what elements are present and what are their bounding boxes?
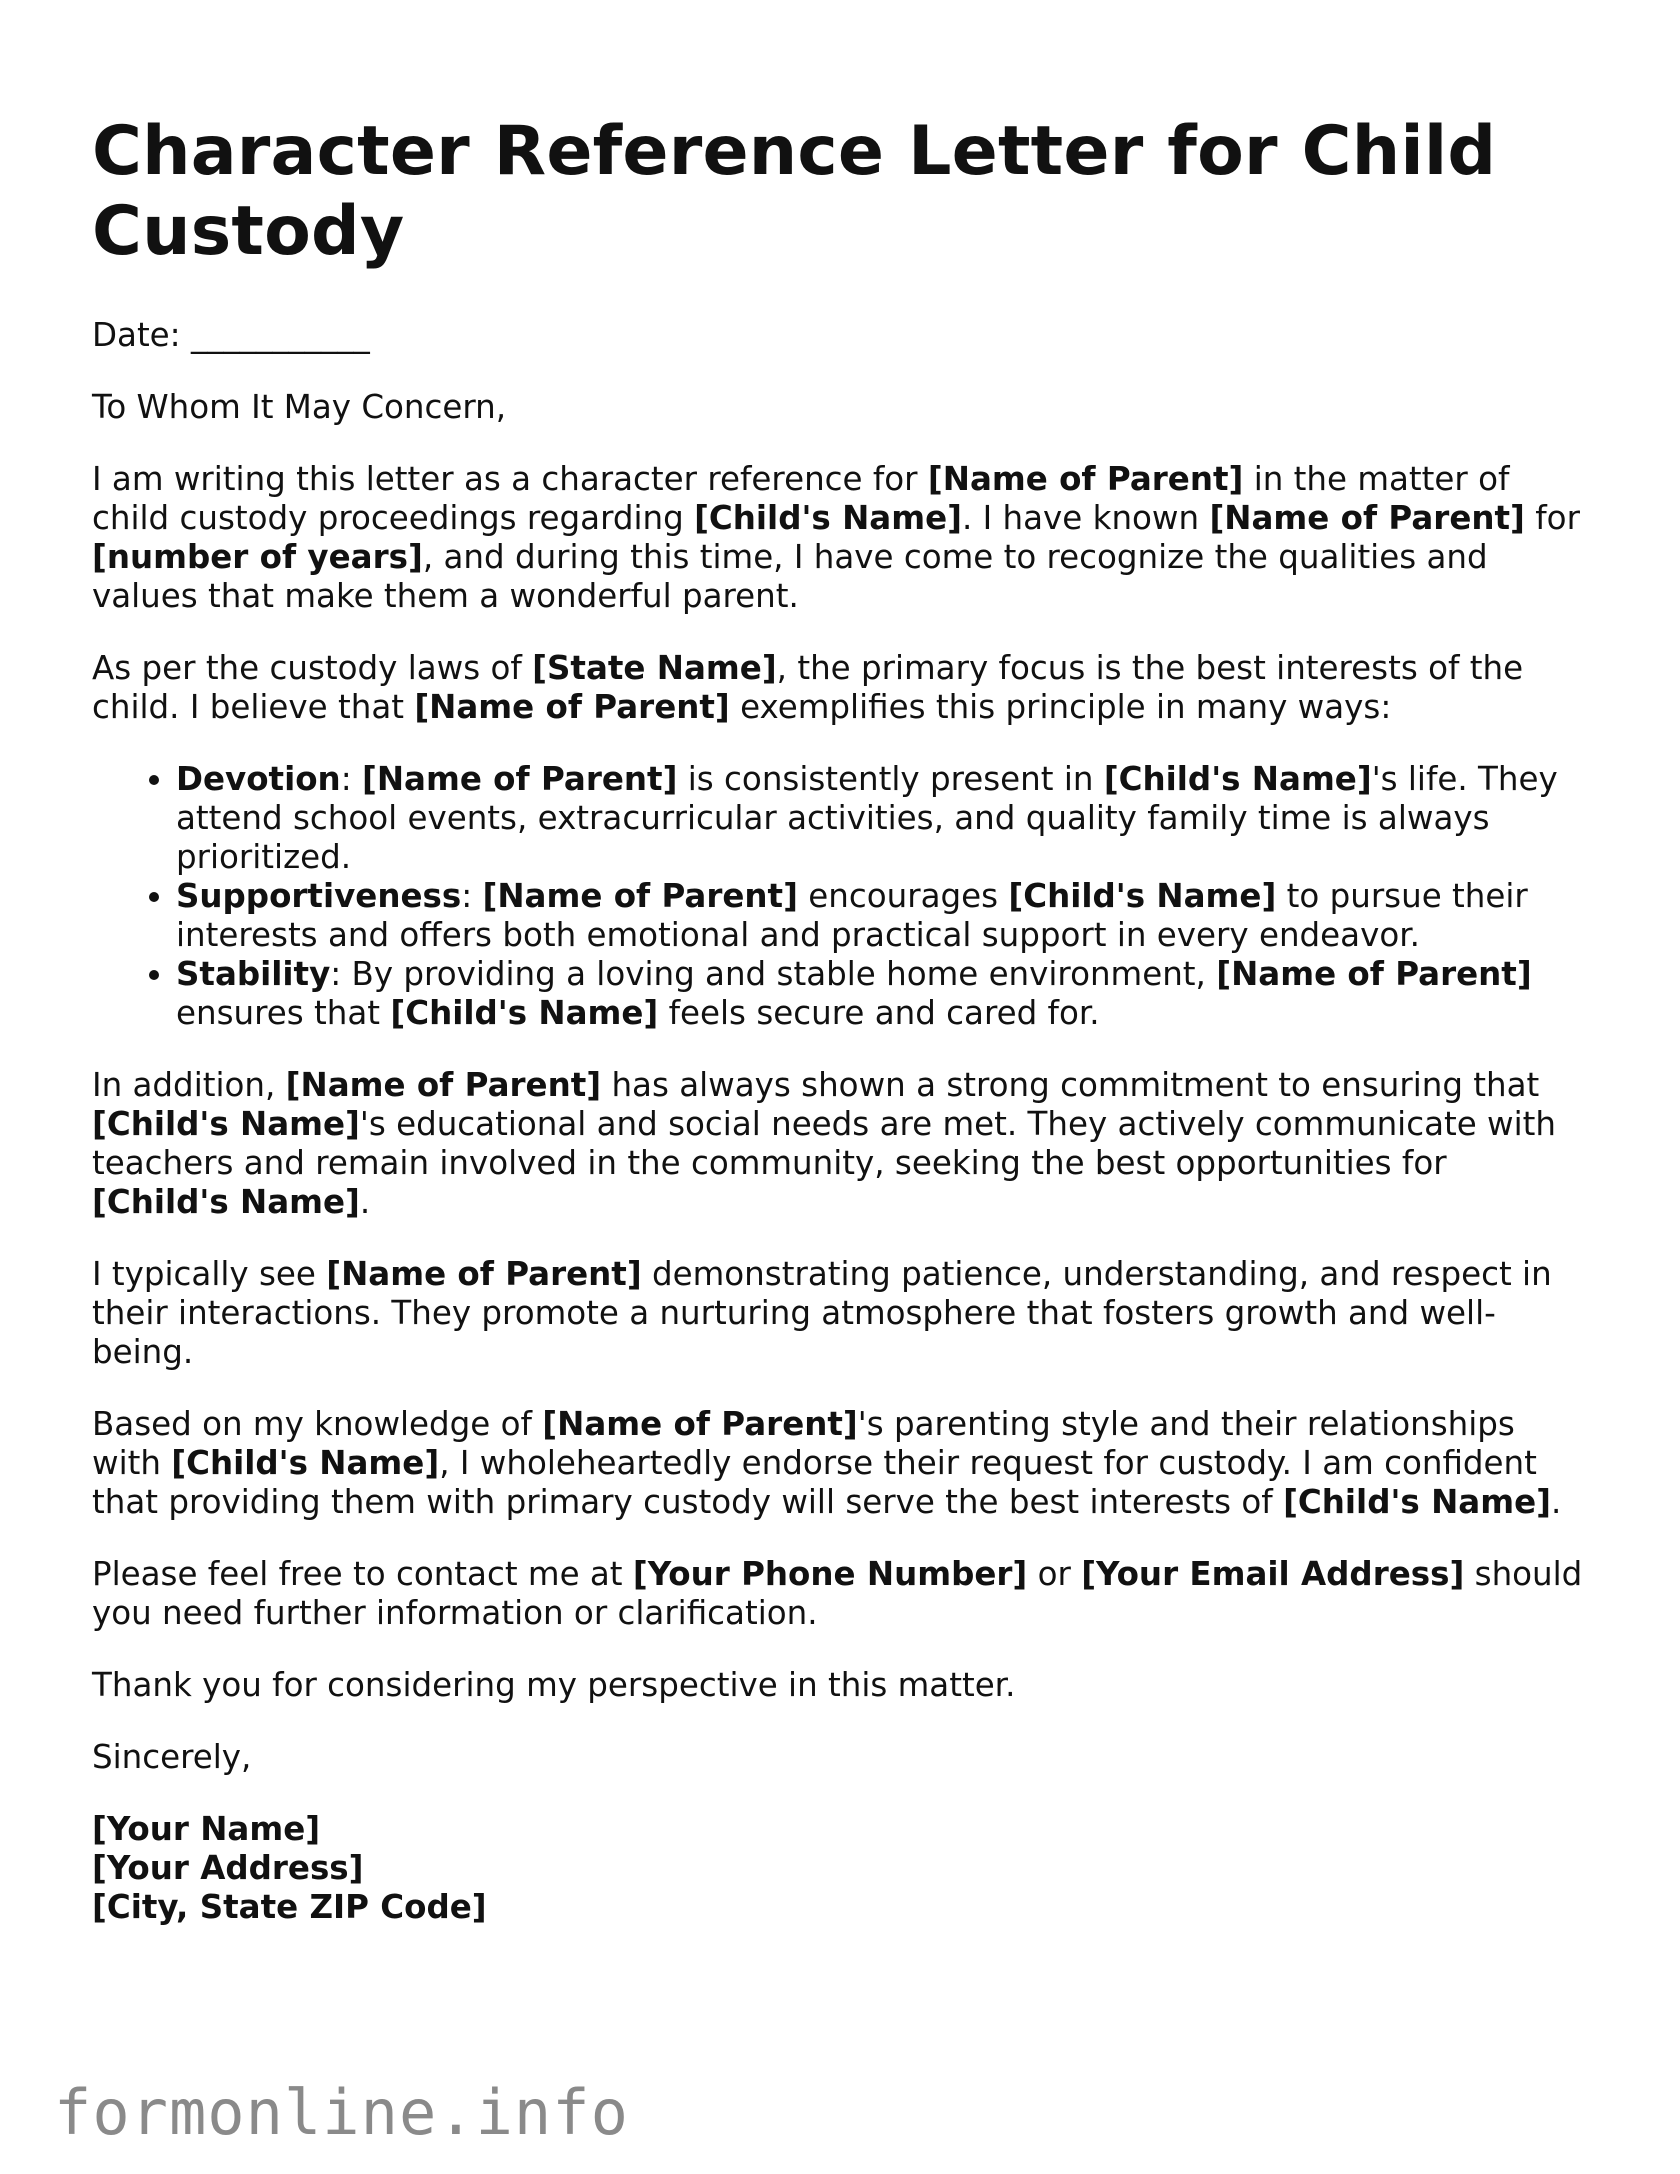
signature-name: [Your Name] — [92, 1810, 321, 1848]
paragraph-contact: Please feel free to contact me at [Your Phone Number] or [Your Email Address] should you need further information or clarification. — [92, 1555, 1583, 1632]
placeholder-phone-number: [Your Phone Number] — [632, 1555, 1028, 1593]
paragraph-commitment: In addition, [Name of Parent] has always shown a strong commitment to ensuring that [Child's Name]'s educational and social needs are met. They actively communicate with teachers and remain involved in the community, seeking the best opportunities for [Child's Name]. — [92, 1066, 1557, 1221]
watermark: formonline.info — [54, 2076, 629, 2149]
paragraph-endorsement: Based on my knowledge of [Name of Parent]'s parenting style and their relationships with [Child's Name], I wholeheartedly endorse their request for custody. I am confident that providing them with primary custody will serve the best interests of [Child's Name]. — [92, 1405, 1562, 1521]
placeholder-state-name: [State Name] — [532, 649, 777, 687]
paragraph-interactions: I typically see [Name of Parent] demonstrating patience, understanding, and respect in their interactions. They promote a nurturing atmosphere that fosters growth and well-being. — [92, 1255, 1552, 1371]
qualities-list — [92, 760, 1592, 1033]
list-item-supportiveness: • Supportiveness: [Name of Parent] encourages [Child's Name] to pursue their interests and offers both emotional and practical support in every endeavor. — [176, 877, 1592, 955]
placeholder-parent-name: [Name of Parent] — [1209, 499, 1525, 537]
salutation: To Whom It May Concern, — [92, 388, 507, 426]
placeholder-number-of-years: [number of years] — [92, 538, 423, 576]
paragraph-state-law: As per the custody laws of [State Name], the primary focus is the best interests of the child. I believe that [Name of Parent] exemplifies this principle in many ways: — [92, 649, 1524, 726]
placeholder-email-address: [Your Email Address] — [1081, 1555, 1465, 1593]
signature-block — [92, 1810, 1592, 1927]
signature-address: [Your Address] — [92, 1849, 364, 1887]
date-line: Date: ___________ — [92, 316, 370, 354]
placeholder-parent-name: [Name of Parent] — [927, 460, 1244, 498]
closing-thanks: Thank you for considering my perspective in this matter. — [92, 1666, 1016, 1704]
list-item-devotion: • Devotion: [Name of Parent] is consistently present in [Child's Name]'s life. They attend school events, extracurricular activities, and quality family time is always prioritized. — [176, 760, 1592, 877]
placeholder-parent-name: [Name of Parent] — [414, 688, 730, 726]
page-title: Character Reference Letter for Child Custody — [92, 112, 1497, 271]
sign-off: Sincerely, — [92, 1738, 252, 1776]
placeholder-child-name: [Child's Name] — [694, 499, 962, 537]
paragraph-intro: I am writing this letter as a character reference for [Name of Parent] in the matter of child custody proceedings regarding [Child's Name]. I have known [Name of Parent] for [number of years], and during this time, I have come to recognize the qualities and values that make them a wonderful parent. — [92, 460, 1580, 615]
signature-city-state-zip: [City, State ZIP Code] — [92, 1888, 487, 1926]
list-item-stability: • Stability: By providing a loving and stable home environment, [Name of Parent] ensures that [Child's Name] feels secure and cared for. — [176, 955, 1592, 1033]
letter-page — [92, 112, 1592, 1927]
